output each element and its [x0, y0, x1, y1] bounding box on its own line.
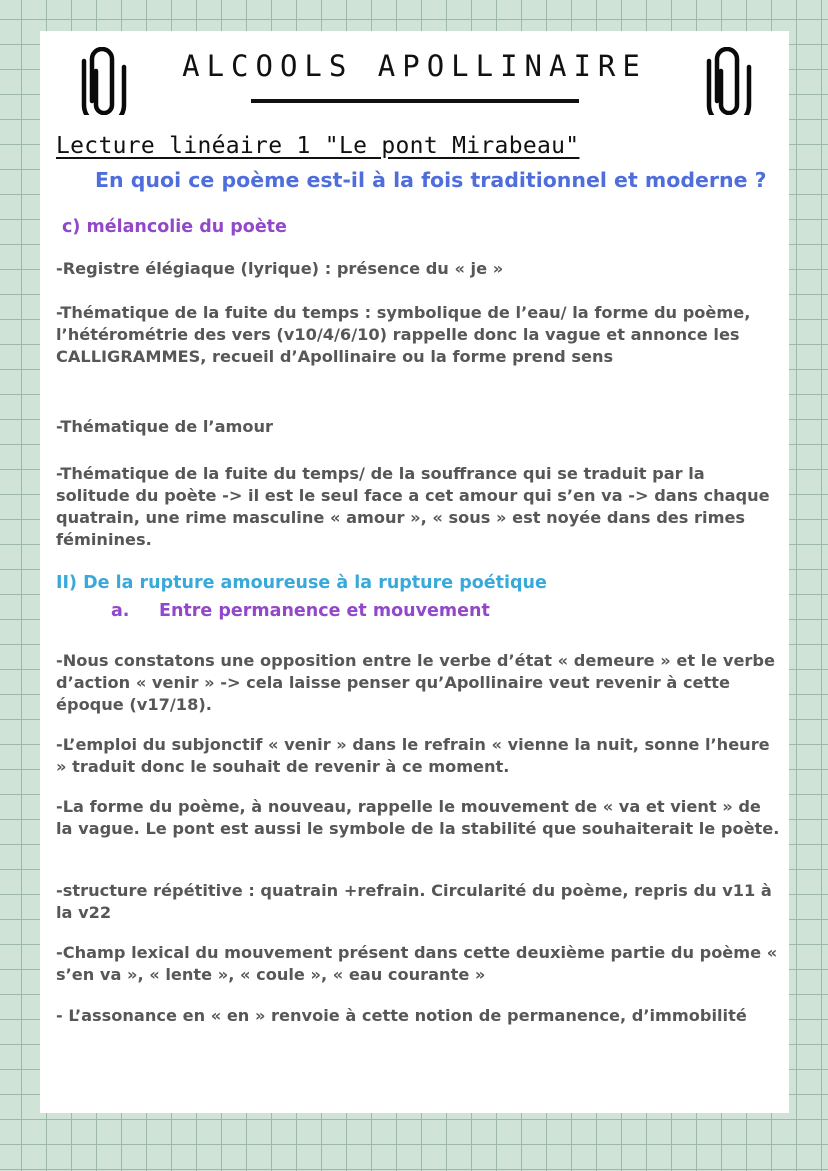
paragraph: - L’assonance en « en » renvoie à cette notion de permanence, d’immobilité: [56, 1006, 747, 1025]
subsection-letter: a.: [111, 601, 130, 621]
paragraph: -Thématique de la fuite du temps : symbolique de l’eau/ la forme du poème, l’hétérométrie des vers (v10/4/6/10) rappelle donc la vague et annonce les CALLIGRAMMES, recueil d’Apollinaire ou la forme prend sens: [56, 303, 751, 366]
title-underline: [251, 99, 579, 103]
document-title: ALCOOLS APOLLINAIRE: [182, 49, 647, 83]
subsection-a-heading: [111, 601, 490, 621]
paragraph: -structure répétitive : quatrain +refrain. Circularité du poème, repris du v11 à la v22: [56, 881, 772, 922]
part-2-heading: II) De la rupture amoureuse à la rupture poétique: [56, 573, 547, 593]
paragraph: -La forme du poème, à nouveau, rappelle le mouvement de « va et vient » de la vague. Le pont est aussi le symbole de la stabilité que souhaiterait le poète.: [56, 797, 780, 838]
section-c-heading: c) mélancolie du poète: [62, 217, 287, 237]
paragraph: -Champ lexical du mouvement présent dans cette deuxième partie du poème « s’en va », « lente », « coule », « eau courante »: [56, 943, 778, 984]
subsection-title: Entre permanence et mouvement: [159, 601, 490, 621]
paragraph: -Nous constatons une opposition entre le verbe d’état « demeure » et le verbe d’action « venir » -> cela laisse penser qu’Apollinaire veut revenir à cette époque (v17/18).: [56, 651, 775, 714]
paragraph: -Thématique de la fuite du temps/ de la souffrance qui se traduit par la solitude du poète -> il est le seul face a cet amour qui s’en va -> dans chaque quatrain, une rime masculine « amour », « sous » est noyée dans des rimes féminines.: [56, 464, 770, 549]
problematique-question: En quoi ce poème est-il à la fois traditionnel et moderne ?: [95, 168, 767, 192]
paragraph: -L’emploi du subjonctif « venir » dans le refrain « vienne la nuit, sonne l’heure » traduit donc le souhait de revenir à ce moment.: [56, 735, 770, 776]
page-sheet: [40, 31, 789, 1113]
lecture-title: Lecture linéaire 1 "Le pont Mirabeau": [56, 133, 580, 159]
paragraph: -Thématique de l’amour: [56, 417, 274, 436]
paragraph: -Registre élégiaque (lyrique) : présence du « je »: [56, 259, 504, 278]
